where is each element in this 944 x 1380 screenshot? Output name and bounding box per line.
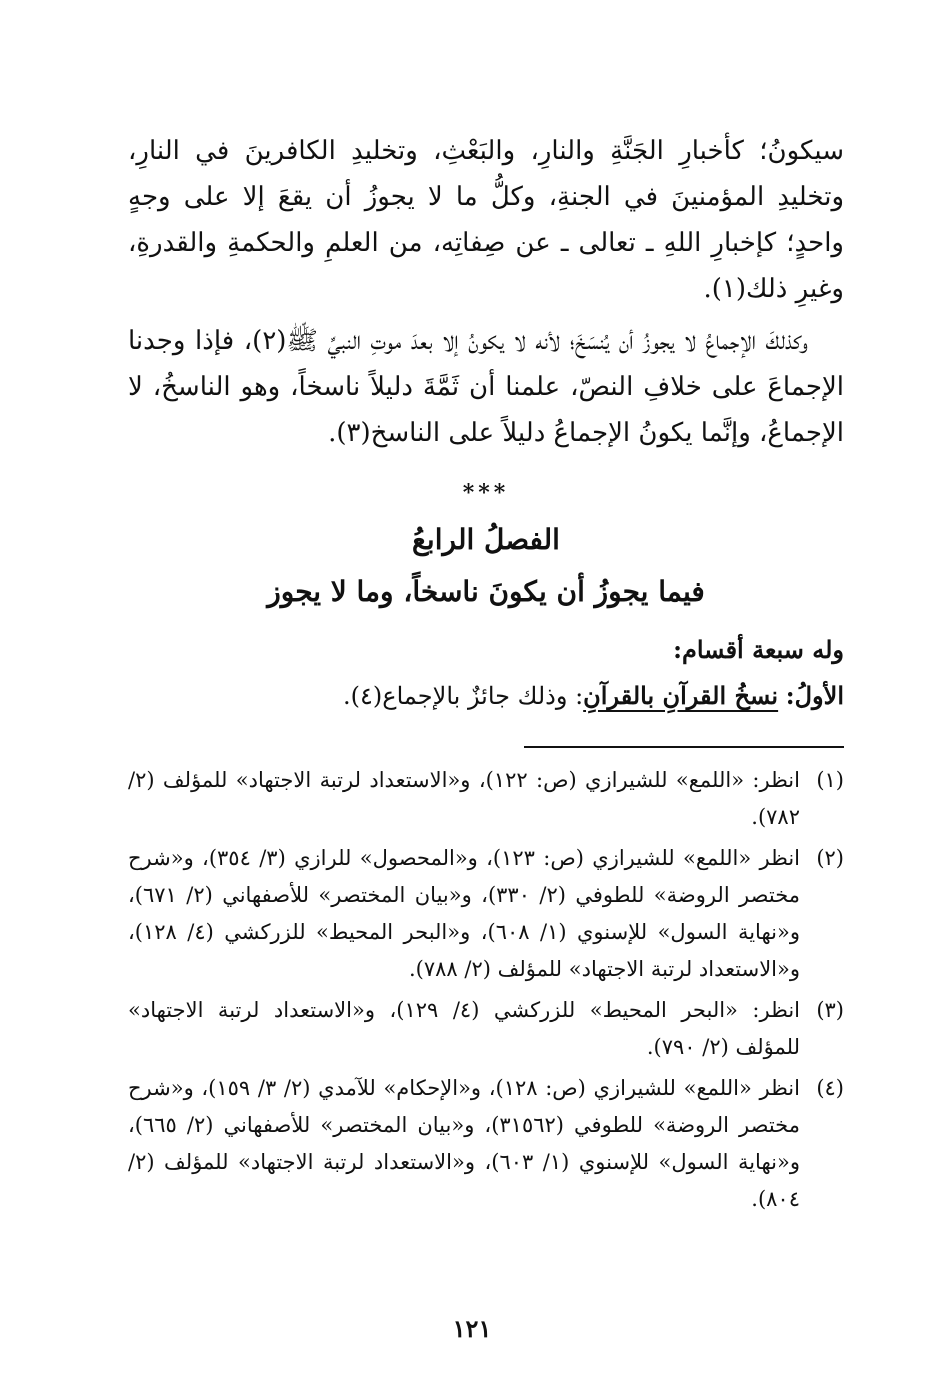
footnote-number: (٢): [816, 846, 844, 870]
page-content: [128, 128, 844, 1222]
section-first-lead: الأولُ:: [785, 681, 844, 710]
section-separator-stars: ***: [462, 480, 510, 506]
body-paragraph-2: وكذلكَ الإجماعُ لا يجوزُ أن يُنسَخَ؛ لأنه لا يكونُ إلا بعدَ موتِ النبيِّ ﷺ(٢)، فإذا وجدنا الإجماعَ على خلافِ النصّ، علمنا أن ثَمَّةَ دليلاً ناسخاً، وهو الناسخُ، لا الإجماعُ، وإنَّما يكونُ الإجماعُ دليلاً على الناسخ(٣).: [128, 326, 844, 448]
footnote-1: [128, 762, 844, 836]
footnote-4: [128, 1070, 844, 1218]
footnotes: [128, 762, 844, 1218]
footnote-number: (١): [816, 768, 844, 792]
page-number: ١٢١: [452, 1314, 492, 1343]
footnote-3: [128, 992, 844, 1066]
footnote-separator-line: [524, 746, 844, 748]
footnote-text: انظر «اللمع» للشيرازي (ص: ١٢٣)، و«المحصول» للرازي (٣/ ٣٥٤)، و«شرح مختصر الروضة» للطوفي (٢/ ٣٣٠)، و«بيان المختصر» للأصفهاني (٢/ ٦٧١)، و«نهاية السول» للإسنوي (١/ ٦٠٨)، و«البحر المحيط» للزركشي (٤/ ١٢٨)، و«الاستعداد لرتبة الاجتهاد» للمؤلف (٢/ ٧٨٨).: [128, 846, 801, 981]
section-first-rest: : وذلك جائزٌ بالإجماع(٤).: [343, 682, 584, 710]
chapter-subtitle: فيما يجوزُ أن يكونَ ناسخاً، وما لا يجوز: [267, 575, 705, 608]
chapter-title: الفصلُ الرابعُ: [412, 523, 560, 556]
footnote-2: [128, 840, 844, 988]
body-paragraph-1: سيكونُ؛ كأخبارِ الجَنَّةِ والنارِ، والبَعْثِ، وتخليدِ الكافرينَ في النارِ، وتخليدِ المؤمنينَ في الجنةِ، وكلُّ ما لا يجوزُ أن يقعَ إلا على وجهٍ واحدٍ؛ كإخبارِ اللهِ ـ تعالى ـ عن صِفاتِه، من العلمِ والحكمةِ والقدرةِ، وغيرِ ذلك(١).: [128, 136, 844, 304]
footnote-text: انظر: «اللمع» للشيرازي (ص: ١٢٢)، و«الاستعداد لرتبة الاجتهاد» للمؤلف (٢/ ٧٨٢).: [128, 768, 800, 829]
section-first: [128, 672, 844, 720]
sections-intro: وله سبعة أقسام:: [673, 635, 844, 664]
footnote-number: (٤): [816, 1076, 844, 1100]
footnote-text: انظر «اللمع» للشيرازي (ص: ١٢٨)، و«الإحكام» للآمدي (٢/ ٣/ ١٥٩)، و«شرح مختصر الروضة» للطوفي (٣١٥٦٢)، و«بيان المختصر» للأصفهاني (٢/ ٦٦٥)، و«نهاية السول» للإسنوي (١/ ٦٠٣)، و«الاستعداد لرتبة الاجتهاد» للمؤلف (٢/ ٨٠٤).: [128, 1076, 800, 1211]
section-first-topic: نسخُ القرآنِ بالقرآنِ: [583, 681, 779, 710]
footnote-text: انظر: «البحر المحيط» للزركشي (٤/ ١٢٩)، و«الاستعداد لرتبة الاجتهاد» للمؤلف (٢/ ٧٩٠).: [128, 998, 800, 1059]
footnote-number: (٣): [816, 998, 844, 1022]
